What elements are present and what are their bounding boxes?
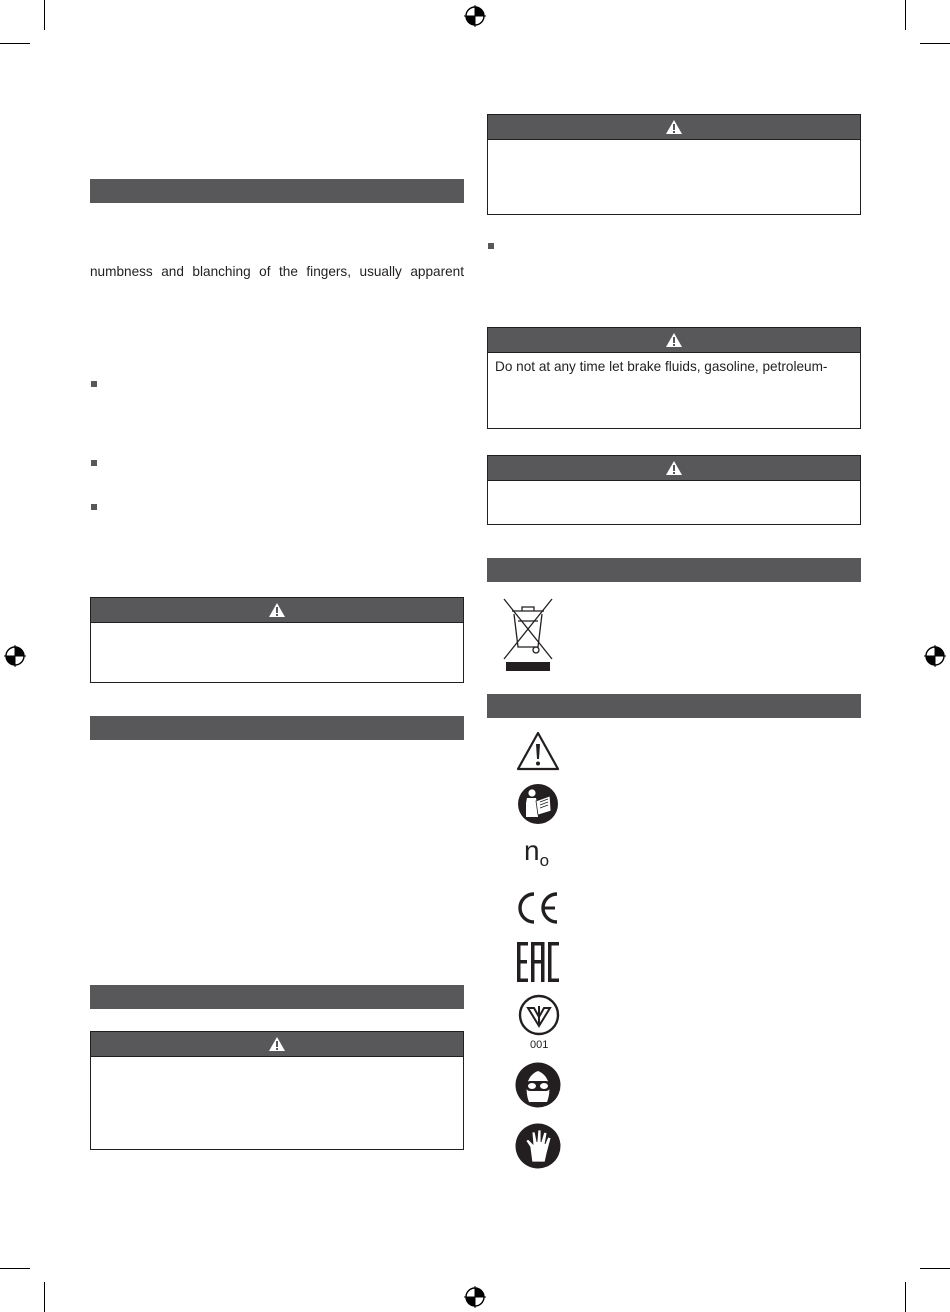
warning-box [90,1031,464,1150]
eye-protection-icon [515,1062,561,1108]
crop-mark [44,1282,45,1312]
no-load-speed-sub: o [539,851,550,870]
safety-alert-icon [516,731,560,771]
warning-header [488,328,860,353]
vibration-text: numbness and blanching of the fingers, usually apparent [90,264,464,279]
chemicals-warning-text: Do not at any time let brake fluids, gasoline, petroleum- [495,359,828,374]
warning-triangle-icon [268,1036,286,1052]
section-heading-bar [90,985,464,1009]
registration-mark-icon [4,645,26,667]
list-bullet [488,243,494,249]
list-bullet [91,381,97,387]
crop-mark [920,1268,950,1269]
warning-triangle-icon [665,332,683,348]
ukrainian-mark-number: 001 [530,1039,549,1051]
registration-mark-icon [924,645,946,667]
crop-mark [920,43,950,44]
wear-gloves-icon [515,1123,561,1169]
warning-header [91,598,463,623]
warning-header [488,115,860,140]
warning-triangle-icon [665,460,683,476]
section-heading-bar [90,716,464,740]
section-heading-bar [90,179,464,203]
section-heading-bar [487,558,861,582]
list-bullet [91,460,97,466]
registration-mark-icon [464,1286,486,1308]
crop-mark [905,1282,906,1312]
crop-mark [905,0,906,30]
crop-mark [0,1268,30,1269]
ukrainian-conformity-icon [517,993,561,1037]
eac-mark-icon [516,941,560,983]
list-bullet [91,504,97,510]
crop-mark [0,43,30,44]
no-load-speed-icon [524,836,549,870]
warning-box [487,455,861,525]
crop-mark [44,0,45,30]
warning-box [90,597,464,683]
section-heading-bar [487,694,861,718]
warning-triangle-icon [665,119,683,135]
ce-mark-icon [515,890,561,926]
warning-header [488,456,860,481]
read-manual-icon [517,783,559,825]
warning-header [91,1032,463,1057]
no-load-speed-base: n [524,835,540,866]
registration-mark-icon [464,5,486,27]
warning-box [487,327,861,429]
warning-triangle-icon [268,602,286,618]
warning-box [487,114,861,215]
crossed-out-wheelie-bin-icon [500,595,556,673]
